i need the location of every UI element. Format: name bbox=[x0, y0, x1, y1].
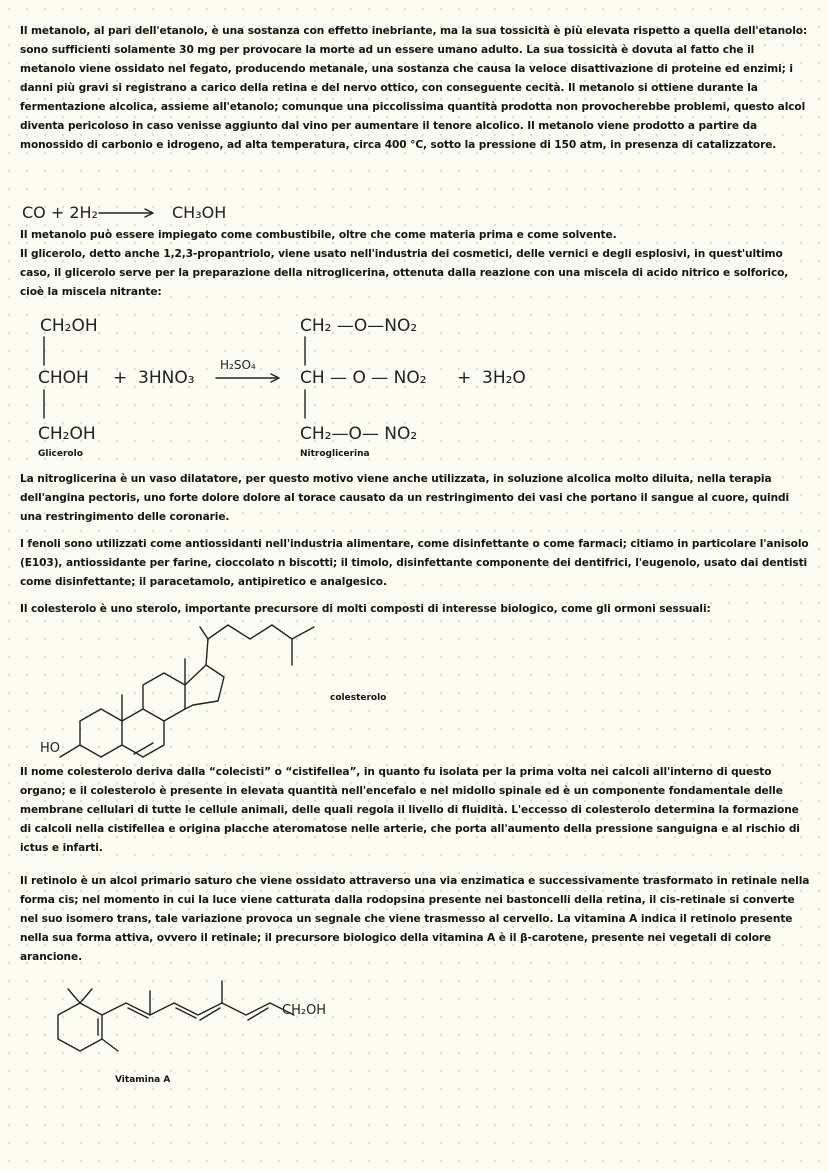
glycerol-mid: CHOH bbox=[38, 368, 89, 388]
ch2oh-label: CH₂OH bbox=[282, 1003, 327, 1018]
bond-line bbox=[304, 390, 308, 420]
bond-line bbox=[43, 390, 47, 420]
vitamin-a-structure-icon bbox=[40, 985, 340, 1065]
paragraph-fenoli: I fenoli sono utilizzati come antiossidanti nell'industria alimentare, come disinfettante o come farmaci; citiamo in particolare l'anisolo (E103), antiossidante per farine, cioccolato n biscotti; il timolo, disinfettante componente dei dentifrici, l'eugenolo, usato dai dentisti come disinfettante; il paracetamolo, antipiretico e analgesico. bbox=[20, 538, 809, 588]
paragraph-combustibile: Il metanolo può essere impiegato come combustibile, oltre che come materia prima e come solvente. bbox=[20, 229, 617, 241]
paragraph-colesterolo-nome: Il nome colesterolo deriva dalla “colecisti” o “cistifellea”, in quanto fu isolata per la prima volta nei calcoli all'interno di questo organo; e il colesterolo è presente in elevata quantità nell'encefalo e nel midollo spinale ed è un componente fondamentale delle membrane cellulari di tutte le cellule animali, delle quali regola il livello di fluidità. L'eccesso di colesterolo determina la formazione di calcoli nella cistifellea e origina placche ateromatose nelle arterie, che porta all'aumento della pressione sanguigna e al rischio di ictus e infarti. bbox=[20, 766, 800, 854]
cholesterol-structure-icon bbox=[30, 615, 370, 775]
label-nitroglicerina: Nitroglicerina bbox=[300, 449, 370, 459]
paragraph-colesterolo: Il colesterolo è uno sterolo, importante precursore di molti composti di interesse biologico, come gli ormoni sessuali: bbox=[20, 603, 711, 615]
hydroxyl-label: HO bbox=[40, 741, 61, 756]
bond-line bbox=[304, 337, 308, 367]
label-colesterolo: colesterolo bbox=[330, 693, 387, 703]
bond-line bbox=[43, 337, 47, 367]
plus-sign: + bbox=[113, 368, 128, 388]
nitro-mid: CH — O — NO₂ bbox=[300, 368, 427, 388]
label-glicerolo: Glicerolo bbox=[38, 449, 83, 459]
water: 3H₂O bbox=[482, 368, 526, 388]
methanol-product: CH₃OH bbox=[172, 203, 227, 222]
nitro-top: CH₂ —O—NO₂ bbox=[300, 316, 418, 336]
paragraph-retinolo: Il retinolo è un alcol primario saturo che viene ossidato attraverso una via enzimatica e successivamente trasformato in retinale nella forma cis; nel momento in cui la luce viene catturata dalla rodopsina presente nei bastoncelli della retina, il cis-retinale si converte nel suo isomero trans, tale variazione provoca un segnale che viene trasmesso al cervello. La vitamina A indica il retinolo presente nella sua forma attiva, ovvero il retinale; il precursore biologico della vitamina A è il β-carotene, presente nei vegetali di colore arancione. bbox=[20, 875, 810, 963]
reaction-arrow-icon bbox=[214, 372, 284, 384]
paragraph-glicerolo: Il glicerolo, detto anche 1,2,3-propantriolo, viene usato nell'industria dei cosmetici, delle vernici e degli esplosivi, in quest'ultimo caso, il glicerolo serve per la preparazione della nitroglicerina, ottenuta dalla reazione con una miscela di acido nitrico e solforico, cioè la miscela nitrante: bbox=[20, 248, 789, 298]
methanol-reactants: CO + 2H₂ bbox=[22, 203, 98, 222]
paragraph-nitroglicerina: La nitroglicerina è un vaso dilatatore, per questo motivo viene anche utilizzata, in soluzione alcolica molto diluita, nella terapia dell'angina pectoris, uno forte dolore dolore al torace causato da un restringimento dei vasi che portano il sangue al cuore, quindi una restringimento delle coronarie. bbox=[20, 473, 790, 523]
glycerol-bot: CH₂OH bbox=[38, 424, 96, 444]
label-vitamina-a: Vitamina A bbox=[115, 1075, 171, 1085]
nitro-bot: CH₂—O— NO₂ bbox=[300, 424, 418, 444]
catalyst-label: H₂SO₄ bbox=[220, 358, 256, 372]
nitric-acid: 3HNO₃ bbox=[138, 368, 195, 388]
paragraph-metanolo: Il metanolo, al pari dell'etanolo, è una sostanza con effetto inebriante, ma la sua tossicità è più elevata rispetto a quella dell'etanolo: sono sufficienti solamente 30 mg per provocare la morte ad un essere umano adulto. La sua tossicità è dovuta al fatto che il metanolo viene ossidato nel fegato, producendo metanale, una sostanza che causa la veloce disattivazione di proteine ed enzimi; i danni più gravi si registrano a carico della retina e del nervo ottico, con conseguente cecità. Il metanolo si ottiene durante la fermentazione alcolica, assieme all'etanolo; comunque una piccolissima quantità prodotta non provocherebbe problemi, questo alcol diventa pericoloso in caso venisse aggiunto dal vino per aumentare il tenore alcolico. Il metanolo viene prodotto a partire da monossido di carbonio e idrogeno, ad alta temperatura, circa 400 °C, sotto la pressione di 150 atm, in presenza di catalizzatore. bbox=[20, 25, 808, 151]
plus-sign: + bbox=[457, 368, 472, 388]
reaction-arrow-icon bbox=[97, 207, 157, 219]
glycerol-top: CH₂OH bbox=[40, 316, 98, 336]
